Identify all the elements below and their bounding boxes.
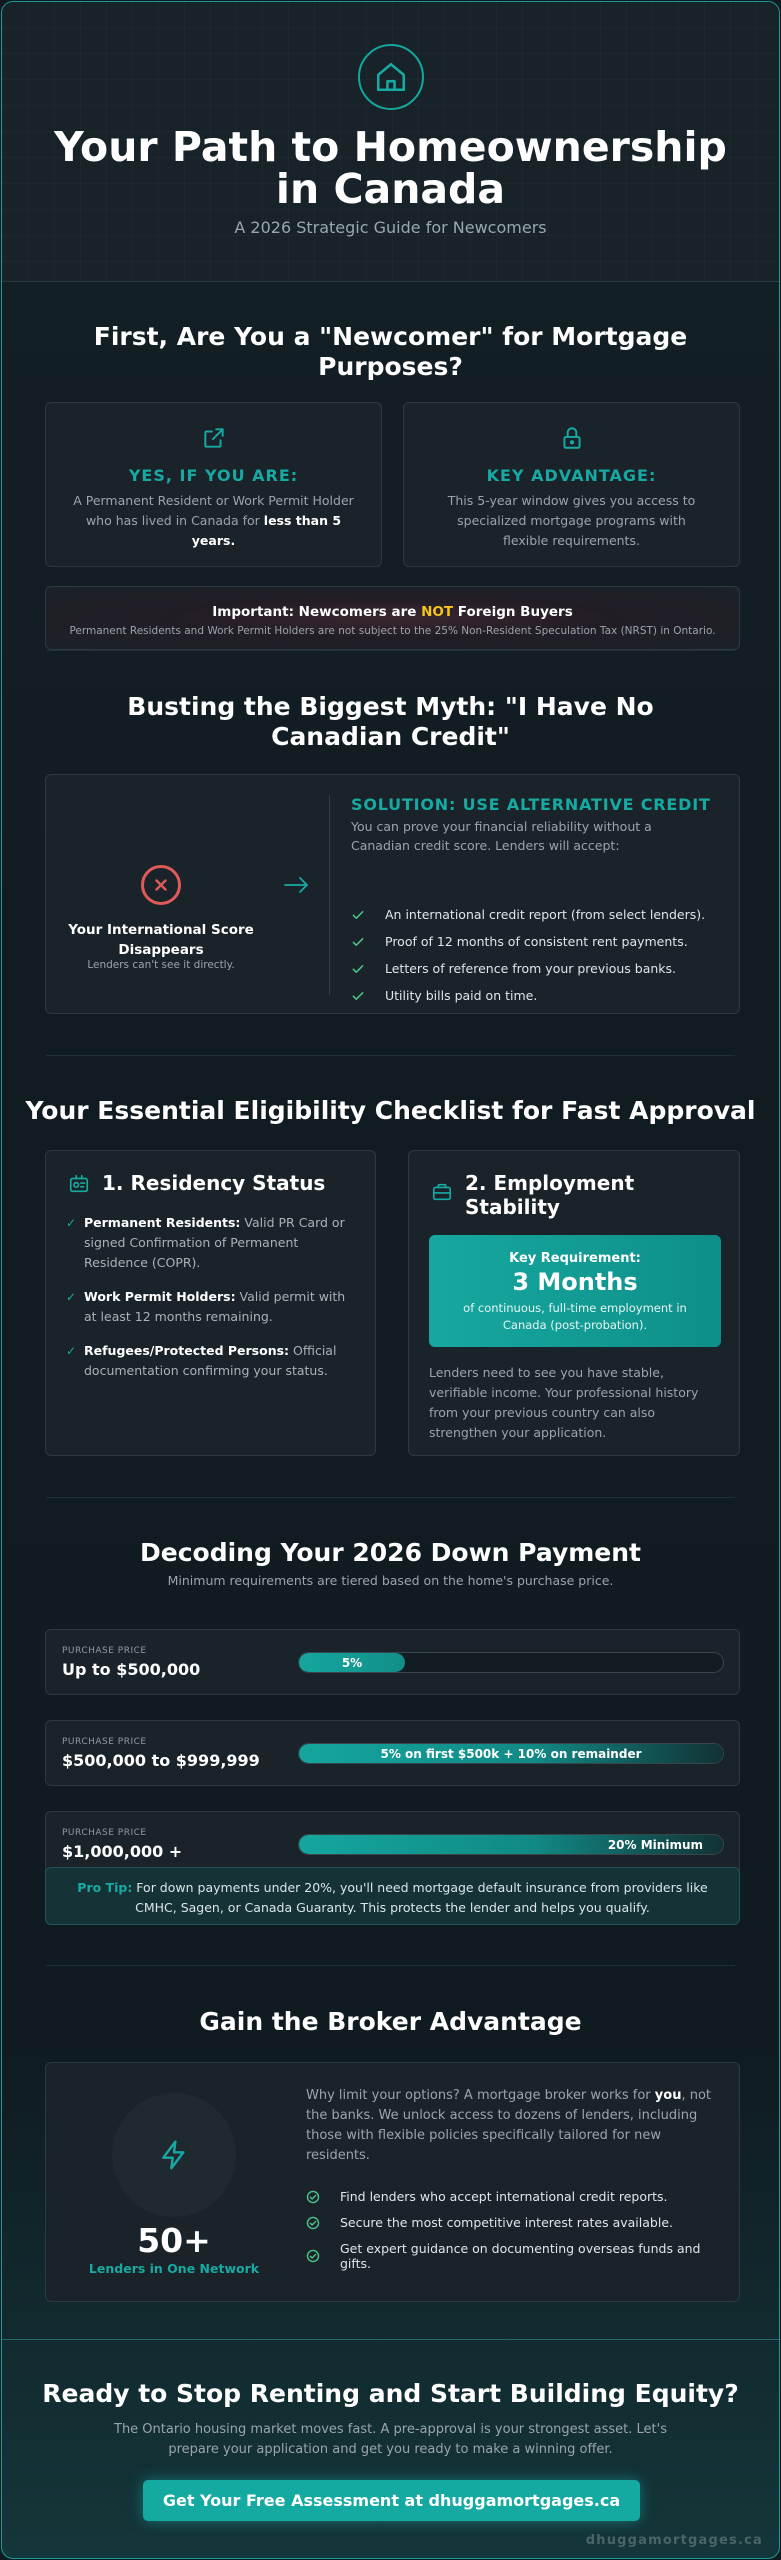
- tier-label: PURCHASE PRICE: [62, 1737, 147, 1747]
- section-divider: [46, 1055, 735, 1056]
- pro-tip-box: [45, 1867, 740, 1925]
- key-requirement-box: [429, 1235, 721, 1347]
- section-divider: [46, 650, 735, 651]
- yes-card-text: A Permanent Resident or Work Permit Holder who has lived in Canada for less than 5 years.: [73, 493, 354, 548]
- notice-text: Permanent Residents and Work Permit Holders are not subject to the 25% Non-Resident Speculation Tax (NRST) in Ontario.: [69, 625, 716, 637]
- tier-label: PURCHASE PRICE: [62, 1828, 147, 1838]
- employment-heading: 2. Employment Stability: [465, 1171, 635, 1219]
- solution-text: You can prove your financial reliability without a Canadian credit score. Lenders will accept:: [351, 819, 652, 853]
- check-circle-icon: [306, 2216, 330, 2230]
- down-payment-tier: [45, 1629, 740, 1695]
- x-circle-icon: [141, 865, 181, 905]
- tier-price: $500,000 to $999,999: [62, 1751, 260, 1770]
- broker-benefit-item: Get expert guidance on documenting overseas funds and gifts.: [306, 2241, 726, 2271]
- section-divider: [46, 1497, 735, 1498]
- advantage-card: [403, 402, 740, 567]
- cta-divider: [2, 2339, 779, 2340]
- check-icon: ✓: [66, 1344, 77, 1358]
- tier-bar: [298, 1652, 724, 1673]
- residency-item: ✓ Refugees/Protected Persons: Official documentation confirming your status.: [66, 1341, 361, 1381]
- pro-tip-text: Pro Tip: For down payments under 20%, you'll need mortgage default insurance from providers like CMHC, Sagen, or Canada Guaranty. This protects the lender and helps you qualify.: [77, 1880, 708, 1915]
- check-icon: ✓: [66, 1290, 77, 1304]
- key-requirement-value: 3 Months: [512, 1268, 638, 1296]
- alternative-credit-item: An international credit report (from select lenders).: [351, 907, 721, 926]
- myth-section-title: Busting the Biggest Myth: "I Have No Canadian Credit": [127, 692, 654, 751]
- broker-benefit-item: Find lenders who accept international credit reports.: [306, 2189, 726, 2204]
- notice-title: Important: Newcomers are NOT Foreign Buyers: [212, 604, 573, 620]
- yes-card: [45, 402, 382, 567]
- tier-price: Up to $500,000: [62, 1660, 201, 1679]
- check-circle-icon: [306, 2190, 330, 2204]
- residency-heading: 1. Residency Status: [102, 1171, 326, 1195]
- check-icon: [351, 988, 375, 1007]
- id-card-icon: [68, 1173, 90, 1199]
- credit-myth-card: [45, 774, 740, 1014]
- lock-icon: [404, 425, 739, 451]
- advantage-card-heading: KEY ADVANTAGE:: [486, 466, 657, 485]
- page-title: Your Path to Homeownership in Canada: [54, 123, 727, 213]
- residency-list: [66, 1213, 361, 1395]
- key-requirement-text: of continuous, full-time employment in Canada (post-probation).: [463, 1301, 687, 1332]
- watermark: dhuggamortgages.ca: [585, 2533, 763, 2548]
- arrow-right-icon: [283, 875, 311, 899]
- foreign-buyer-notice: [45, 586, 740, 650]
- home-icon: [358, 44, 424, 110]
- tier-requirement: 5%: [341, 1656, 363, 1670]
- alternative-credit-item: Letters of reference from your previous banks.: [351, 961, 721, 980]
- section-divider: [46, 1965, 735, 1966]
- newcomer-section-title: First, Are You a "Newcomer" for Mortgage Purposes?: [93, 322, 688, 381]
- broker-benefit-item: Secure the most competitive interest rates available.: [306, 2215, 726, 2230]
- employment-card: [408, 1150, 740, 1456]
- residency-item: ✓ Permanent Residents: Valid PR Card or signed Confirmation of Permanent Residence (COPR).: [66, 1213, 361, 1273]
- checklist-section-title: Your Essential Eligibility Checklist for Fast Approval: [25, 1096, 756, 1125]
- external-link-icon: [46, 425, 381, 451]
- check-icon: ✓: [66, 1216, 77, 1230]
- tier-label: PURCHASE PRICE: [62, 1646, 147, 1656]
- solution-heading: SOLUTION: USE ALTERNATIVE CREDIT: [351, 795, 711, 814]
- tier-requirement: 5% on first $500k + 10% on remainder: [380, 1747, 642, 1761]
- free-assessment-button[interactable]: Get Your Free Assessment at dhuggamortgages.ca: [143, 2480, 640, 2521]
- yes-card-heading: YES, IF YOU ARE:: [128, 466, 299, 485]
- infographic-page: [1, 1, 780, 2559]
- lenders-stat-label: Lenders in One Network: [88, 2261, 260, 2276]
- key-requirement-label: Key Requirement:: [509, 1251, 641, 1266]
- alternative-credit-item: Utility bills paid on time.: [351, 988, 721, 1007]
- check-icon: [351, 907, 375, 926]
- check-icon: [351, 961, 375, 980]
- cta-text: The Ontario housing market moves fast. A pre-approval is your strongest asset. Let's prepare your application and get you ready to make a winning offer.: [114, 2422, 667, 2457]
- cta-title: Ready to Stop Renting and Start Building Equity?: [42, 2379, 739, 2408]
- broker-benefits-list: [306, 2189, 726, 2282]
- broker-card: [45, 2062, 740, 2302]
- residency-card: [45, 1150, 376, 1456]
- down-payment-tier: [45, 1720, 740, 1786]
- lenders-stat: 50+: [137, 2221, 211, 2260]
- hero-section: [2, 2, 779, 282]
- tier-price: $1,000,000 +: [62, 1842, 183, 1861]
- international-score-title: Your International Score Disappears: [68, 922, 254, 958]
- down-payment-title: Decoding Your 2026 Down Payment: [140, 1538, 641, 1567]
- residency-item: ✓ Work Permit Holders: Valid permit with at least 12 months remaining.: [66, 1287, 361, 1327]
- page-subtitle: A 2026 Strategic Guide for Newcomers: [234, 218, 547, 237]
- lightning-icon: [112, 2093, 236, 2217]
- check-circle-icon: [306, 2249, 330, 2263]
- broker-text: Why limit your options? A mortgage broker works for you, not the banks. We unlock access to dozens of lenders, including those with flexible policies specifically tailored for new residents.: [306, 2088, 712, 2163]
- employment-text: Lenders need to see you have stable, verifiable income. Your professional history from your previous country can also strengthen your application.: [429, 1365, 699, 1440]
- down-payment-subtitle: Minimum requirements are tiered based on the home's purchase price.: [167, 1573, 614, 1588]
- alternative-credit-list: [351, 907, 721, 1015]
- broker-section-title: Gain the Broker Advantage: [199, 2007, 582, 2036]
- tier-bar: [298, 1743, 724, 1764]
- international-score-sub: Lenders can't see it directly.: [87, 959, 235, 971]
- advantage-card-text: This 5-year window gives you access to specialized mortgage programs with flexible requirements.: [447, 493, 696, 548]
- check-icon: [351, 934, 375, 953]
- vertical-divider: [329, 795, 330, 995]
- tier-requirement: 20% Minimum: [607, 1838, 703, 1852]
- briefcase-icon: [431, 1181, 453, 1207]
- tier-bar: [298, 1834, 724, 1855]
- alternative-credit-item: Proof of 12 months of consistent rent payments.: [351, 934, 721, 953]
